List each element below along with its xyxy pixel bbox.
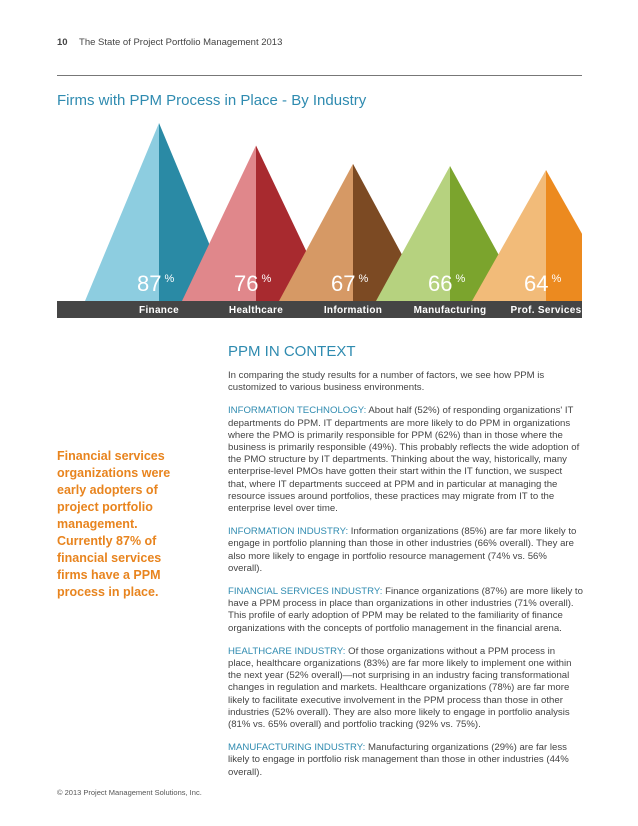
context-paragraph [228,742,583,779]
value-label: 87 % [137,271,175,296]
value-label: 76 % [234,271,272,296]
category-label: Healthcare [228,305,284,316]
paragraph-text: Manufacturing organizations (29%) are far less likely to engage in portfolio risk management than those in other industries (44% overall). [228,742,569,778]
paragraph-text: Of those organizations without a PPM process in place, healthcare organizations (83%) are far more likely to implement one within the next year (52% overall)—not surprising in an industry facing transformational changes in regulation and markets. Healthcare organizations (78%) are far more likely to facilitate executive involvement in the PPM process than those in other industries (52% overall). They are also more likely to engage in portfolio analysis (81% vs. 65% overall) and portfolio tracking (92% vs. 75%). [228,645,572,731]
value-label: 67 % [331,271,369,296]
context-body [228,370,583,790]
page-number: 10 [57,37,68,48]
section-title: Firms with PPM Process in Place - By Industry [57,92,367,109]
paragraph-text: Finance organizations (87%) are more likely to have a PPM process in place than organizations in other industries (71% overall). This profile of early adoption of PPM may be related to the familiarity of finance organizations with the concepts of portfolio management in the financial arena. [228,586,583,634]
context-paragraph [228,526,583,575]
context-intro: In comparing the study results for a number of factors, we see how PPM is customized to various business environments. [228,370,545,394]
value-label: 66 % [428,271,466,296]
pull-quote: Financial services organizations were early adopters of project portfolio management. Currently 87% of financial services firms have a PPM process in place. [57,449,171,599]
context-paragraph [228,646,583,731]
paragraph-lead: INFORMATION TECHNOLOGY: [228,405,367,417]
context-paragraph [228,586,583,635]
category-label: Prof. Services [510,305,582,316]
industry-chart [57,115,582,320]
paragraph-lead: MANUFACTURING INDUSTRY: [228,742,366,754]
paragraph-text: About half (52%) of responding organizations' IT departments do PPM. IT departments are more likely to do PPM in organizations where the PMO is primarily responsible for PPM (62%) than in those where the business is primarily responsible (49%). This probably reflects the wide adoption of the PMO structure by IT departments. Thinking about the way, historically, many enterprise-level PMOs have gotten their start within the IT function, we suspect that, where IT departments succeed at PPM and in particular at managing the resource issues around portfolios, these practices may migrate from IT to the enterprise level over time. [228,405,580,515]
category-label: Finance [139,305,179,316]
paragraph-lead: HEALTHCARE INDUSTRY: [228,645,346,657]
paragraph-text: Information organizations (85%) are far more likely to engage in portfolio planning than those in other industries (66% overall). They are also more likely to engage in portfolio resource management (74% vs. 56% overall). [228,526,577,574]
header-divider [57,75,582,76]
context-title: PPM IN CONTEXT [228,343,356,360]
category-label: Information [323,305,383,316]
value-label: 64 % [524,271,562,296]
category-label: Manufacturing [413,305,487,316]
context-paragraph [228,405,583,515]
page-header [57,37,282,48]
paragraph-lead: FINANCIAL SERVICES INDUSTRY: [228,586,383,598]
document-title: The State of Project Portfolio Management 2013 [79,37,283,48]
copyright-footer: © 2013 Project Management Solutions, Inc. [57,788,202,797]
paragraph-lead: INFORMATION INDUSTRY: [228,526,349,538]
